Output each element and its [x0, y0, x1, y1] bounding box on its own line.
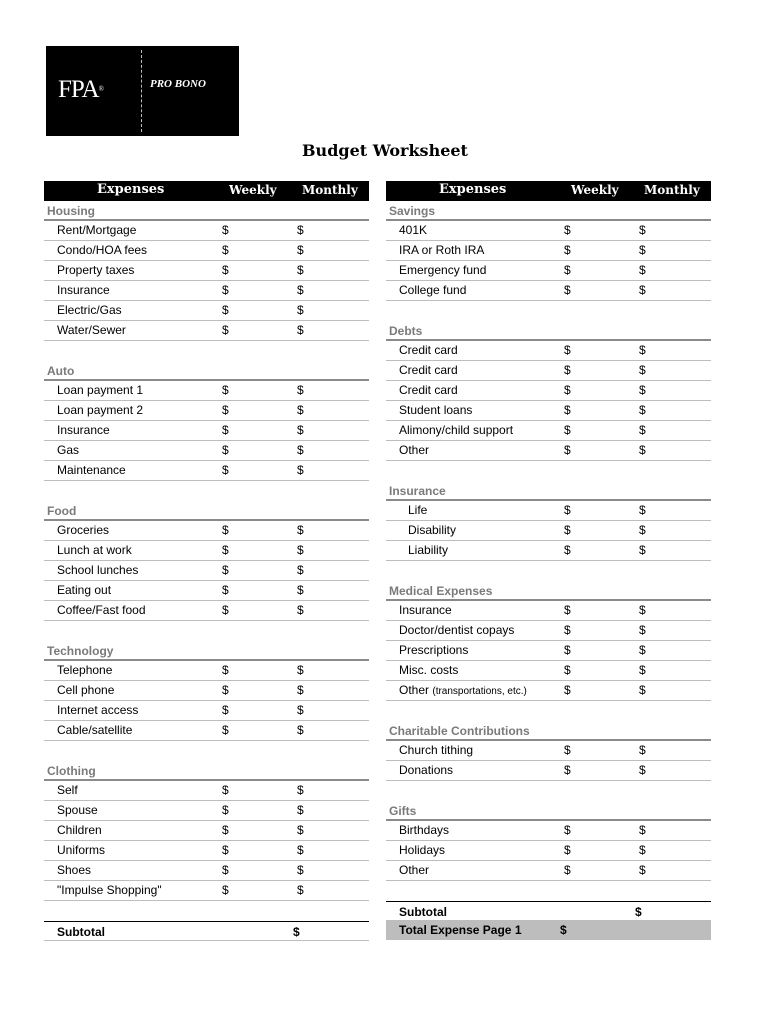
- section-title: Insurance: [386, 481, 711, 501]
- expense-row: [44, 881, 369, 901]
- row-label: Misc. costs: [399, 663, 459, 677]
- row-label: Spouse: [57, 803, 98, 817]
- row-label: Groceries: [57, 523, 110, 537]
- row-label: Insurance: [57, 283, 110, 297]
- monthly-amount-field[interactable]: $: [639, 403, 646, 417]
- row-label: Condo/HOA fees: [57, 243, 148, 257]
- weekly-header: Weekly: [229, 183, 277, 197]
- weekly-amount-field[interactable]: $: [564, 223, 571, 237]
- monthly-amount-field[interactable]: $: [297, 443, 304, 457]
- monthly-amount-field[interactable]: $: [297, 523, 304, 537]
- expense-row: [44, 301, 369, 321]
- expenses-header: Expenses: [439, 182, 507, 197]
- row-label: Property taxes: [57, 263, 135, 277]
- subtotal-field[interactable]: $: [635, 905, 642, 919]
- section-title: Gifts: [386, 801, 711, 821]
- weekly-amount-field[interactable]: $: [222, 883, 229, 897]
- expense-row: [44, 821, 369, 841]
- row-label: Birthdays: [399, 823, 450, 837]
- weekly-amount-field[interactable]: $: [222, 603, 229, 617]
- row-label: Life: [408, 503, 428, 517]
- weekly-amount-field[interactable]: $: [564, 523, 571, 537]
- food-section: [44, 501, 369, 621]
- section-title: Housing: [44, 201, 369, 221]
- weekly-amount-field[interactable]: $: [564, 763, 571, 777]
- monthly-amount-field[interactable]: $: [639, 243, 646, 257]
- expense-row: [386, 381, 711, 401]
- expense-row: [44, 561, 369, 581]
- weekly-amount-field[interactable]: $: [564, 743, 571, 757]
- weekly-amount-field[interactable]: $: [564, 863, 571, 877]
- expense-row: [386, 621, 711, 641]
- weekly-amount-field[interactable]: $: [564, 383, 571, 397]
- expense-row: [386, 741, 711, 761]
- section-title: Auto: [44, 361, 369, 381]
- monthly-amount-field[interactable]: $: [297, 683, 304, 697]
- weekly-amount-field[interactable]: $: [222, 823, 229, 837]
- section-title: Charitable Contributions: [386, 721, 711, 741]
- row-label: Disability: [408, 523, 457, 537]
- pro-bono-tag: PRO BONO: [150, 78, 206, 90]
- weekly-amount-field[interactable]: $: [222, 563, 229, 577]
- row-label: Liability: [408, 543, 449, 557]
- monthly-amount-field[interactable]: $: [297, 603, 304, 617]
- savings-section: [386, 201, 711, 301]
- total-field[interactable]: $: [560, 923, 567, 937]
- monthly-amount-field[interactable]: $: [297, 263, 304, 277]
- weekly-amount-field[interactable]: $: [222, 443, 229, 457]
- weekly-amount-field[interactable]: $: [222, 663, 229, 677]
- expense-row: [386, 601, 711, 621]
- monthly-amount-field[interactable]: $: [639, 523, 646, 537]
- row-label: Emergency fund: [399, 263, 487, 277]
- monthly-amount-field[interactable]: $: [297, 563, 304, 577]
- monthly-amount-field[interactable]: $: [297, 783, 304, 797]
- row-label: Lunch at work: [57, 543, 132, 557]
- monthly-amount-field[interactable]: $: [639, 383, 646, 397]
- expense-row: [386, 341, 711, 361]
- monthly-amount-field[interactable]: $: [297, 883, 304, 897]
- monthly-amount-field[interactable]: $: [639, 823, 646, 837]
- weekly-amount-field[interactable]: $: [564, 443, 571, 457]
- row-label: College fund: [399, 283, 467, 297]
- row-label: Alimony/child support: [399, 423, 514, 437]
- logo-divider: [141, 50, 142, 132]
- right-column: [386, 181, 711, 940]
- left-table-header: [44, 181, 369, 201]
- expense-row: [44, 861, 369, 881]
- monthly-amount-field[interactable]: $: [639, 543, 646, 557]
- housing-section: [44, 201, 369, 341]
- subtotal-label: Subtotal: [57, 925, 105, 939]
- row-label: School lunches: [57, 563, 139, 577]
- expense-row: [386, 661, 711, 681]
- row-label: Credit card: [399, 383, 458, 397]
- monthly-header: Monthly: [302, 183, 358, 197]
- monthly-amount-field[interactable]: $: [297, 723, 304, 737]
- monthly-amount-field[interactable]: $: [639, 443, 646, 457]
- weekly-amount-field[interactable]: $: [564, 603, 571, 617]
- expense-row: [44, 781, 369, 801]
- row-label: Telephone: [57, 663, 113, 677]
- row-label: Cell phone: [57, 683, 115, 697]
- row-label: "Impulse Shopping": [57, 883, 162, 897]
- debts-section: [386, 321, 711, 461]
- row-label: Eating out: [57, 583, 112, 597]
- expense-row: [44, 801, 369, 821]
- weekly-amount-field[interactable]: $: [564, 363, 571, 377]
- weekly-amount-field[interactable]: $: [222, 783, 229, 797]
- row-label: Cable/satellite: [57, 723, 133, 737]
- monthly-amount-field[interactable]: $: [639, 863, 646, 877]
- weekly-amount-field[interactable]: $: [564, 343, 571, 357]
- row-label: Uniforms: [57, 843, 106, 857]
- weekly-amount-field[interactable]: $: [222, 223, 229, 237]
- weekly-amount-field[interactable]: $: [564, 423, 571, 437]
- weekly-amount-field[interactable]: $: [564, 543, 571, 557]
- weekly-amount-field[interactable]: $: [222, 723, 229, 737]
- monthly-amount-field[interactable]: $: [297, 243, 304, 257]
- monthly-amount-field[interactable]: $: [639, 763, 646, 777]
- weekly-amount-field[interactable]: $: [222, 383, 229, 397]
- weekly-amount-field[interactable]: $: [222, 843, 229, 857]
- monthly-amount-field[interactable]: $: [297, 423, 304, 437]
- monthly-amount-field[interactable]: $: [639, 623, 646, 637]
- expense-row: [386, 761, 711, 781]
- right-subtotal-row: [386, 901, 711, 921]
- weekly-amount-field[interactable]: $: [222, 423, 229, 437]
- monthly-amount-field[interactable]: $: [297, 583, 304, 597]
- monthly-header: Monthly: [644, 183, 700, 197]
- weekly-amount-field[interactable]: $: [564, 243, 571, 257]
- monthly-amount-field[interactable]: $: [297, 303, 304, 317]
- weekly-amount-field[interactable]: $: [222, 283, 229, 297]
- expense-row: [386, 641, 711, 661]
- row-label: Insurance: [57, 423, 110, 437]
- row-label: 401K: [399, 223, 428, 237]
- row-label: Children: [57, 823, 102, 837]
- expense-row: [44, 841, 369, 861]
- row-label: Holidays: [399, 843, 446, 857]
- weekly-amount-field[interactable]: $: [564, 263, 571, 277]
- row-label: IRA or Roth IRA: [399, 243, 485, 257]
- row-label: Insurance: [399, 603, 452, 617]
- gifts-section: [386, 801, 711, 881]
- expense-row: [44, 701, 369, 721]
- weekly-amount-field[interactable]: $: [564, 403, 571, 417]
- expense-row: [44, 461, 369, 481]
- row-label: Student loans: [399, 403, 473, 417]
- expense-row: [44, 681, 369, 701]
- section-title: Medical Expenses: [386, 581, 711, 601]
- expenses-header: Expenses: [97, 182, 165, 197]
- row-label: Coffee/Fast food: [57, 603, 146, 617]
- monthly-amount-field[interactable]: $: [639, 503, 646, 517]
- expense-row: [386, 521, 711, 541]
- technology-section: [44, 641, 369, 741]
- subtotal-field[interactable]: $: [293, 925, 300, 939]
- expense-row: [44, 521, 369, 541]
- expense-row: [44, 261, 369, 281]
- weekly-amount-field[interactable]: $: [564, 663, 571, 677]
- weekly-header: Weekly: [571, 183, 619, 197]
- weekly-amount-field[interactable]: $: [564, 623, 571, 637]
- weekly-amount-field[interactable]: $: [222, 463, 229, 477]
- weekly-amount-field[interactable]: $: [222, 703, 229, 717]
- weekly-amount-field[interactable]: $: [564, 643, 571, 657]
- expense-row: [386, 861, 711, 881]
- weekly-amount-field[interactable]: $: [564, 283, 571, 297]
- monthly-amount-field[interactable]: $: [297, 863, 304, 877]
- monthly-amount-field[interactable]: $: [297, 823, 304, 837]
- auto-section: [44, 361, 369, 481]
- expense-row: [386, 821, 711, 841]
- row-label: Shoes: [57, 863, 92, 877]
- monthly-amount-field[interactable]: $: [639, 683, 646, 697]
- row-label: Other: [399, 863, 430, 877]
- monthly-amount-field[interactable]: $: [639, 663, 646, 677]
- monthly-amount-field[interactable]: $: [639, 423, 646, 437]
- monthly-amount-field[interactable]: $: [297, 223, 304, 237]
- expense-row: [386, 221, 711, 241]
- monthly-amount-field[interactable]: $: [297, 803, 304, 817]
- left-subtotal-row: [44, 921, 369, 941]
- expense-row: [386, 401, 711, 421]
- section-title: Debts: [386, 321, 711, 341]
- subtotal-label: Subtotal: [399, 905, 447, 919]
- total-label: Total Expense Page 1: [399, 923, 522, 937]
- weekly-amount-field[interactable]: $: [222, 243, 229, 257]
- monthly-amount-field[interactable]: $: [639, 283, 646, 297]
- expense-row: [44, 221, 369, 241]
- row-label: Prescriptions: [399, 643, 469, 657]
- expense-row: [44, 241, 369, 261]
- monthly-amount-field[interactable]: $: [639, 343, 646, 357]
- section-title: Technology: [44, 641, 369, 661]
- expense-row: [386, 281, 711, 301]
- weekly-amount-field[interactable]: $: [222, 543, 229, 557]
- fpa-pro-bono-logo: [46, 46, 239, 136]
- expense-row: [386, 841, 711, 861]
- weekly-amount-field[interactable]: $: [222, 403, 229, 417]
- weekly-amount-field[interactable]: $: [564, 823, 571, 837]
- section-title: Clothing: [44, 761, 369, 781]
- medical-section: [386, 581, 711, 681]
- row-label: Loan payment 1: [57, 383, 144, 397]
- expense-row: [44, 401, 369, 421]
- expense-row: [44, 661, 369, 681]
- row-label: Other: [399, 443, 430, 457]
- weekly-amount-field[interactable]: $: [564, 683, 571, 697]
- row-label: Other (transportations, etc.): [399, 683, 527, 697]
- row-label: Self: [57, 783, 78, 797]
- monthly-amount-field[interactable]: $: [297, 543, 304, 557]
- row-label: Church tithing: [399, 743, 474, 757]
- weekly-amount-field[interactable]: $: [222, 863, 229, 877]
- expense-row: [44, 281, 369, 301]
- expense-row: [386, 541, 711, 561]
- expense-row: [386, 261, 711, 281]
- section-title: Savings: [386, 201, 711, 221]
- monthly-amount-field[interactable]: $: [639, 223, 646, 237]
- monthly-amount-field[interactable]: $: [297, 663, 304, 677]
- left-column: [44, 181, 369, 941]
- section-title: Food: [44, 501, 369, 521]
- weekly-amount-field[interactable]: $: [222, 803, 229, 817]
- weekly-amount-field[interactable]: $: [222, 303, 229, 317]
- monthly-amount-field[interactable]: $: [639, 363, 646, 377]
- monthly-amount-field[interactable]: $: [297, 383, 304, 397]
- weekly-amount-field[interactable]: $: [222, 523, 229, 537]
- expense-row: [386, 361, 711, 381]
- row-label: Maintenance: [57, 463, 126, 477]
- row-label: Credit card: [399, 363, 458, 377]
- weekly-amount-field[interactable]: $: [222, 323, 229, 337]
- expense-row: [44, 581, 369, 601]
- right-table-header: [386, 181, 711, 201]
- weekly-amount-field[interactable]: $: [222, 583, 229, 597]
- page-title: Budget Worksheet: [302, 141, 468, 160]
- expense-row: [44, 541, 369, 561]
- monthly-amount-field[interactable]: $: [639, 263, 646, 277]
- monthly-amount-field[interactable]: $: [639, 843, 646, 857]
- expense-row: [386, 241, 711, 261]
- expense-row: [386, 421, 711, 441]
- row-label: Electric/Gas: [57, 303, 122, 317]
- weekly-amount-field[interactable]: $: [222, 683, 229, 697]
- monthly-amount-field[interactable]: $: [297, 843, 304, 857]
- row-label: Loan payment 2: [57, 403, 144, 417]
- fpa-wordmark: FPA®: [58, 76, 104, 103]
- expense-row: [44, 421, 369, 441]
- monthly-amount-field[interactable]: $: [297, 403, 304, 417]
- row-label: Internet access: [57, 703, 139, 717]
- expense-row: [44, 321, 369, 341]
- monthly-amount-field[interactable]: $: [297, 463, 304, 477]
- row-label: Rent/Mortgage: [57, 223, 137, 237]
- monthly-amount-field[interactable]: $: [639, 743, 646, 757]
- expense-row: [44, 601, 369, 621]
- row-label: Credit card: [399, 343, 458, 357]
- expense-row: [386, 441, 711, 461]
- monthly-amount-field[interactable]: $: [639, 603, 646, 617]
- expense-row: [44, 721, 369, 741]
- monthly-amount-field[interactable]: $: [297, 323, 304, 337]
- insurance-section: [386, 481, 711, 561]
- weekly-amount-field[interactable]: $: [564, 503, 571, 517]
- monthly-amount-field[interactable]: $: [297, 283, 304, 297]
- row-label: Gas: [57, 443, 80, 457]
- weekly-amount-field[interactable]: $: [564, 843, 571, 857]
- medical-other-row: [386, 681, 711, 701]
- monthly-amount-field[interactable]: $: [639, 643, 646, 657]
- monthly-amount-field[interactable]: $: [297, 703, 304, 717]
- row-label: Donations: [399, 763, 454, 777]
- weekly-amount-field[interactable]: $: [222, 263, 229, 277]
- expense-row: [44, 441, 369, 461]
- charitable-section: [386, 721, 711, 781]
- total-expense-row: [386, 921, 711, 940]
- clothing-section: [44, 761, 369, 901]
- expense-row: [44, 381, 369, 401]
- row-label: Water/Sewer: [57, 323, 126, 337]
- expense-row: [386, 501, 711, 521]
- row-label: Doctor/dentist copays: [399, 623, 515, 637]
